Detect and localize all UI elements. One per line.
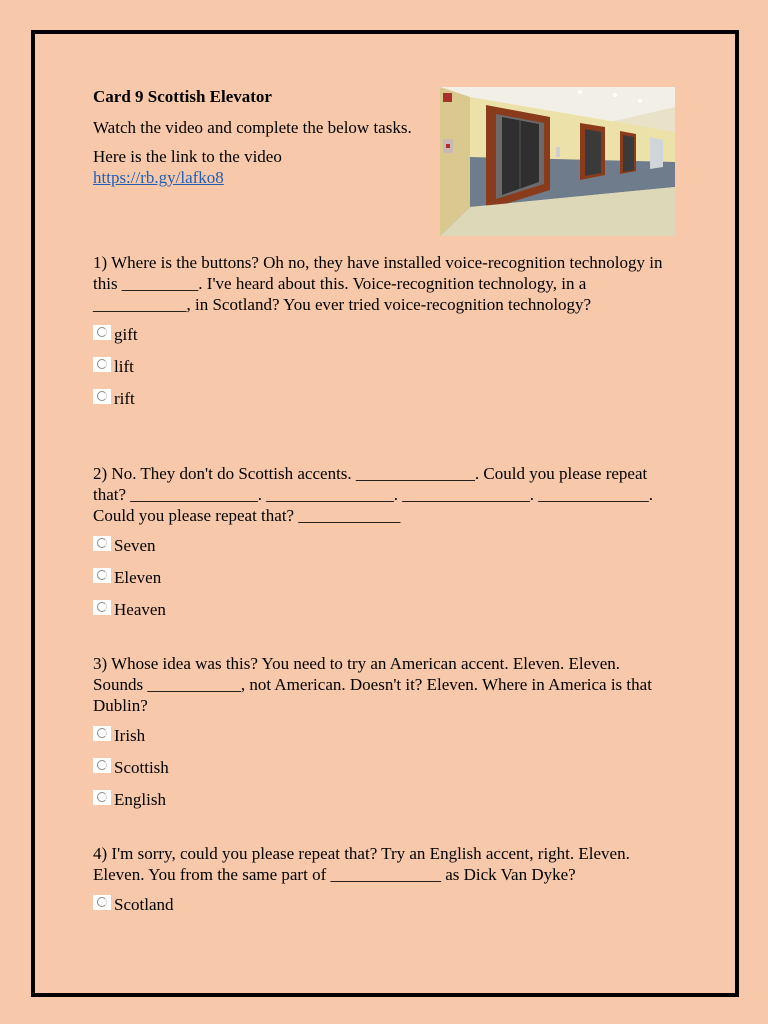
option-english[interactable] xyxy=(93,789,683,811)
option-label: Scottish xyxy=(114,758,169,777)
question-1-text: 1) Where is the buttons? Oh no, they have installed voice-recognition technology in this _________. I've heard about this. Voice-recognition technology, in a ___________, in Scotland? You ever tried voice-recognition technology? xyxy=(93,253,663,314)
option-label: Seven xyxy=(114,536,156,555)
option-label: gift xyxy=(114,325,138,344)
question-3-text: 3) Whose idea was this? You need to try an American accent. Eleven. Eleven. Sounds ___________, not American. Doesn't it? Eleven. Where in America is that Dublin? xyxy=(93,654,652,715)
option-heaven[interactable] xyxy=(93,599,683,621)
question-3-options xyxy=(93,725,683,811)
video-link-label: Here is the link to the video xyxy=(93,147,282,166)
question-3 xyxy=(93,653,683,821)
radio-button-icon[interactable] xyxy=(93,325,111,340)
option-label: Scotland xyxy=(114,895,174,914)
elevator-hallway-photo xyxy=(440,87,675,236)
video-link[interactable]: https://rb.gy/lafko8 xyxy=(93,168,224,187)
option-rift[interactable] xyxy=(93,388,683,410)
radio-button-icon[interactable] xyxy=(93,536,111,551)
option-label: rift xyxy=(114,389,135,408)
radio-button-icon[interactable] xyxy=(93,357,111,372)
instructions-text: Watch the video and complete the below tasks. xyxy=(93,118,412,137)
radio-button-icon[interactable] xyxy=(93,758,111,773)
radio-button-icon[interactable] xyxy=(93,568,111,583)
option-gift[interactable] xyxy=(93,324,683,346)
radio-button-icon[interactable] xyxy=(93,790,111,805)
question-1-options xyxy=(93,324,683,410)
card-title: Card 9 Scottish Elevator xyxy=(93,87,272,106)
video-link-intro xyxy=(93,146,413,188)
question-4-options xyxy=(93,894,683,916)
option-seven[interactable] xyxy=(93,535,683,557)
option-label: English xyxy=(114,790,166,809)
option-lift[interactable] xyxy=(93,356,683,378)
question-2-text: 2) No. They don't do Scottish accents. ______________. Could you please repeat that? _______________. _______________. _______________. _____________. Could you please repeat that? ____________ xyxy=(93,464,654,525)
radio-button-icon[interactable] xyxy=(93,895,111,910)
question-2-options xyxy=(93,535,683,621)
option-irish[interactable] xyxy=(93,725,683,747)
option-eleven[interactable] xyxy=(93,567,683,589)
radio-button-icon[interactable] xyxy=(93,389,111,404)
option-label: Heaven xyxy=(114,600,166,619)
question-4 xyxy=(93,843,683,926)
question-1 xyxy=(93,252,683,420)
question-2 xyxy=(93,463,683,631)
option-scotland[interactable] xyxy=(93,894,683,916)
option-label: lift xyxy=(114,357,134,376)
option-label: Irish xyxy=(114,726,146,745)
radio-button-icon[interactable] xyxy=(93,600,111,615)
question-4-text: 4) I'm sorry, could you please repeat that? Try an English accent, right. Eleven. Eleven. You from the same part of _____________ as Dick Van Dyke? xyxy=(93,844,630,884)
option-scottish[interactable] xyxy=(93,757,683,779)
radio-button-icon[interactable] xyxy=(93,726,111,741)
option-label: Eleven xyxy=(114,568,162,587)
